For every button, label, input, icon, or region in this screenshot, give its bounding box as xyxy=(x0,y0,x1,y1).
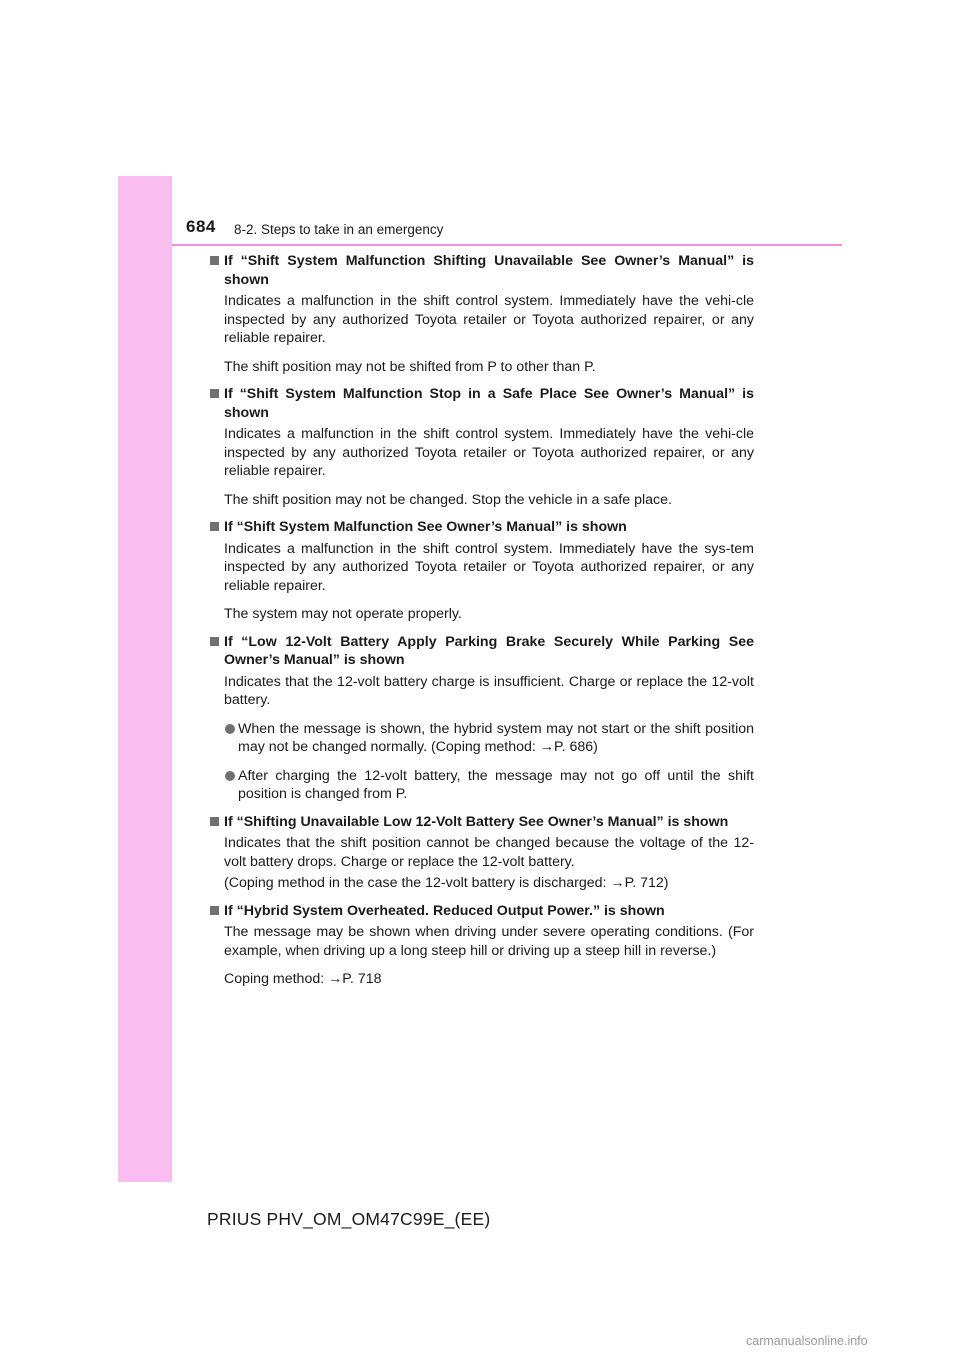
paragraph: Coping method: →P. 718 xyxy=(224,971,382,987)
list-item-text: When the message is shown, the hybrid system may not start or the shift position may not be changed normally. (Coping method: →P. 686) xyxy=(238,720,754,755)
round-bullet-icon xyxy=(225,771,235,781)
section-heading xyxy=(210,518,754,537)
section-heading xyxy=(210,633,754,670)
paragraph: Indicates that the 12-volt battery charge is insufficient. Charge or replace the 12-volt battery. xyxy=(224,673,754,708)
header-rule xyxy=(172,244,842,246)
side-color-band xyxy=(118,176,172,1182)
heading-text: If “Hybrid System Overheated. Reduced Output Power.” is shown xyxy=(224,902,665,919)
square-bullet-icon xyxy=(210,256,219,265)
list-item-text: After charging the 12-volt battery, the message may not go off until the shift position is changed from P. xyxy=(238,767,754,802)
page-number: 684 xyxy=(186,217,216,236)
square-bullet-icon xyxy=(210,389,219,398)
list-item xyxy=(210,720,754,757)
paragraph: The message may be shown when driving under severe operating conditions. (For example, when driving up a long steep hill or driving up a steep hill in reverse.) xyxy=(224,924,754,959)
round-bullet-icon xyxy=(225,724,235,734)
paragraph: (Coping method in the case the 12-volt battery is discharged: →P. 712) xyxy=(224,875,669,891)
section-title: 8-2. Steps to take in an emergency xyxy=(234,222,444,237)
section-heading xyxy=(210,252,754,289)
section-heading xyxy=(210,385,754,422)
paragraph: Indicates a malfunction in the shift control system. Immediately have the vehi-cle inspected by any authorized Toyota retailer or Toyota authorized repairer, or any reliable repairer. xyxy=(224,426,754,479)
paragraph: The shift position may not be shifted from P to other than P. xyxy=(224,358,596,375)
heading-text: If “Low 12-Volt Battery Apply Parking Brake Securely While Parking See Owner’s Manual” is shown xyxy=(224,633,754,668)
model-code: PRIUS PHV_OM_OM47C99E_(EE) xyxy=(207,1209,491,1229)
heading-text: If “Shifting Unavailable Low 12-Volt Battery See Owner’s Manual” is shown xyxy=(224,813,729,830)
square-bullet-icon xyxy=(210,522,219,531)
page-content xyxy=(210,252,754,989)
heading-text: If “Shift System Malfunction See Owner’s Manual” is shown xyxy=(224,519,627,535)
heading-text: If “Shift System Malfunction Shifting Unavailable See Owner’s Manual” is shown xyxy=(224,253,754,288)
square-bullet-icon xyxy=(210,906,219,915)
paragraph: Indicates that the shift position cannot be changed because the voltage of the 12-volt battery drops. Charge or replace the 12-volt battery. xyxy=(224,835,754,870)
section-heading xyxy=(210,902,754,921)
paragraph: Indicates a malfunction in the shift control system. Immediately have the sys-tem inspected by any authorized Toyota retailer or Toyota authorized repairer, or any reliable repairer. xyxy=(224,540,754,594)
paragraph: Indicates a malfunction in the shift control system. Immediately have the vehi-cle inspected by any authorized Toyota retailer or Toyota authorized repairer, or any reliable repairer. xyxy=(224,293,754,346)
square-bullet-icon xyxy=(210,817,219,826)
section-heading xyxy=(210,813,754,832)
paragraph: The shift position may not be changed. Stop the vehicle in a safe place. xyxy=(224,491,672,508)
paragraph: The system may not operate properly. xyxy=(224,606,462,622)
heading-text: If “Shift System Malfunction Stop in a Safe Place See Owner’s Manual” is shown xyxy=(224,386,754,421)
watermark: carmanualsonline.info xyxy=(746,1334,868,1348)
square-bullet-icon xyxy=(210,637,219,646)
list-item xyxy=(210,767,754,804)
